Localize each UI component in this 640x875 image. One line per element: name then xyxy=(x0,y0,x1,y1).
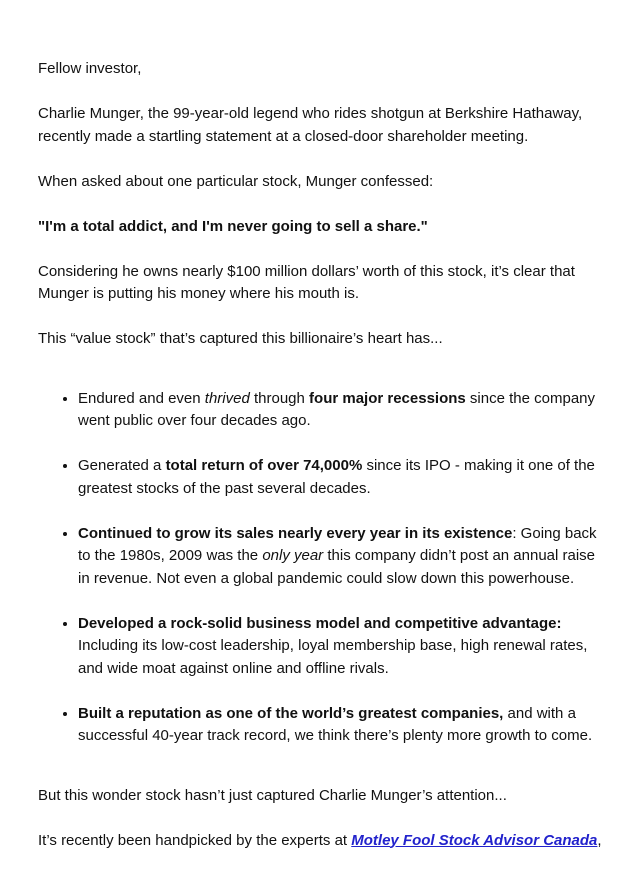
list-item-business-model xyxy=(78,613,604,681)
bullet-highlight: total return of over 74,000% xyxy=(165,457,363,474)
handpicked-text: It’s recently been handpicked by the experts at xyxy=(38,831,352,849)
handpicked-paragraph xyxy=(38,830,604,853)
intro-paragraph: Charlie Munger, the 99-year-old legend who rides shotgun at Berkshire Hathaway, recently made a startling statement at a closed-door shareholder meeting. xyxy=(38,105,583,145)
achievements-list xyxy=(38,388,604,748)
value-stock-paragraph: This “value stock” that’s captured this billionaire’s heart has... xyxy=(38,330,443,347)
bullet-highlight: four major recessions xyxy=(309,389,466,407)
list-item-total-return xyxy=(78,455,604,500)
bullet-text: since the company went public over four decades ago. xyxy=(78,389,596,429)
munger-quote xyxy=(38,216,604,239)
list-item-sales-growth xyxy=(78,523,604,591)
stock-advisor-link[interactable]: Motley Fool Stock Advisor Canada xyxy=(351,831,598,849)
bullet-text: since its IPO - making it one of the greatest stocks of the past several decades. xyxy=(78,457,595,497)
letter-body xyxy=(38,58,604,875)
bullet-text: through xyxy=(249,389,310,407)
bullet-text: this company didn’t post an annual raise in revenue. Not even a global pandemic could slow down this powerhouse. xyxy=(78,547,596,587)
bullet-text: : Going back to the 1980s, 2009 was the xyxy=(78,524,597,564)
bullet-emphasis: only year xyxy=(262,547,324,564)
considering-paragraph: Considering he owns nearly $100 million dollars’ worth of this stock, it’s clear that Munger is putting his money where his mouth is. xyxy=(38,262,575,302)
list-item-recessions xyxy=(78,388,604,433)
greeting: Fellow investor, xyxy=(38,60,142,77)
list-item-reputation xyxy=(78,703,604,748)
bullet-emphasis: thrived xyxy=(204,389,250,407)
bullet-text: and with a successful 40-year track record, we think there’s plenty more growth to come. xyxy=(78,704,593,744)
bullet-highlight: Continued to grow its sales nearly every year in its existence xyxy=(78,524,513,542)
quote-text: "I'm a total addict, and I'm never going to sell a share." xyxy=(38,217,428,235)
handpicked-text: , xyxy=(597,831,602,849)
bullet-text: Endured and even xyxy=(78,389,205,407)
wonder-paragraph: But this wonder stock hasn’t just captured Charlie Munger’s attention... xyxy=(38,786,507,804)
bullet-highlight: Developed a rock-solid business model and competitive advantage: xyxy=(78,614,562,632)
asked-paragraph: When asked about one particular stock, Munger confessed: xyxy=(38,172,434,190)
bullet-text: Including its low-cost leadership, loyal membership base, high renewal rates, and wide moat against online and offline rivals. xyxy=(78,637,588,677)
bullet-highlight: Built a reputation as one of the world’s greatest companies, xyxy=(78,704,504,722)
bullet-text: Generated a xyxy=(78,457,166,474)
